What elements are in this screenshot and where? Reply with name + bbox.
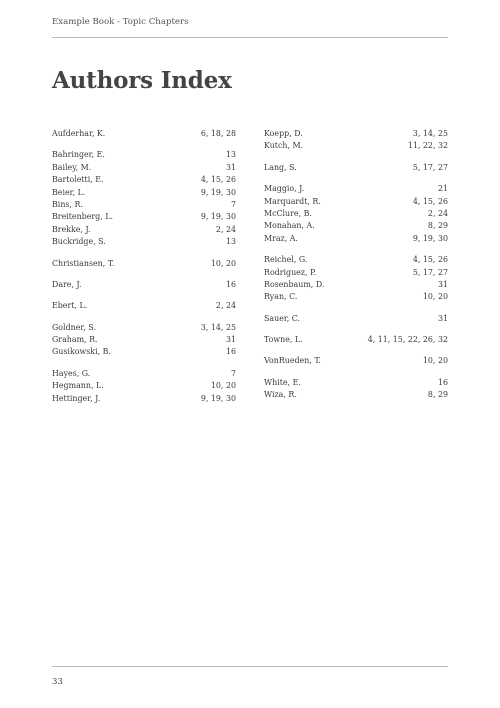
author-name: Bartoletti, E. <box>52 175 104 185</box>
author-name: Dare, J. <box>52 279 82 289</box>
page-references: 7 <box>230 199 236 209</box>
index-entry <box>264 313 448 325</box>
author-name: Monahan, A. <box>264 221 315 231</box>
page-references: 10, 20 <box>210 381 236 391</box>
author-name: Reichel, G. <box>264 255 308 265</box>
author-name: McClure, B. <box>264 208 312 218</box>
index-entry <box>264 233 448 245</box>
index-entry <box>264 355 448 367</box>
index-entry <box>264 183 448 195</box>
author-name: Hettinger, J. <box>52 393 101 403</box>
author-name: Ebert, L. <box>52 301 88 311</box>
index-letter-group <box>264 254 448 304</box>
page-references: 21 <box>437 184 448 194</box>
index-column-right <box>264 128 448 411</box>
page-references: 4, 11, 15, 22, 26, 32 <box>367 335 448 345</box>
page-references: 2, 24 <box>427 208 448 218</box>
index-entry <box>52 300 236 312</box>
page-references: 16 <box>225 347 236 357</box>
author-name: Kutch, M. <box>264 141 304 151</box>
page-references: 10, 20 <box>210 258 236 268</box>
index-entry <box>264 196 448 208</box>
index-entry <box>52 199 236 211</box>
author-name: Aufderhar, K. <box>52 129 106 138</box>
author-name: Wiza, R. <box>264 390 297 400</box>
author-name: Maggio, J. <box>264 184 305 194</box>
author-name: Breitenberg, L. <box>52 212 113 222</box>
author-name: Goldner, S. <box>52 322 96 332</box>
index-entry <box>52 346 236 358</box>
page-references: 3, 14, 25 <box>412 129 448 138</box>
page-references: 5, 17, 27 <box>412 267 448 277</box>
author-name: Hayes, G. <box>52 368 91 378</box>
index-letter-group <box>264 162 448 174</box>
index-entry <box>264 208 448 220</box>
index-letter-group <box>52 279 236 291</box>
page-references: 16 <box>225 279 236 289</box>
page-references: 9, 19, 30 <box>200 187 236 197</box>
page-references: 2, 24 <box>215 301 236 311</box>
page-references: 7 <box>230 368 236 378</box>
page-references: 2, 24 <box>215 224 236 234</box>
index-entry <box>52 322 236 334</box>
index-letter-group <box>264 128 448 153</box>
author-name: Bailey, M. <box>52 162 92 172</box>
page-references: 6, 18, 28 <box>200 129 236 138</box>
index-letter-group <box>264 355 448 367</box>
index-entry <box>52 187 236 199</box>
author-name: Brekke, J. <box>52 224 91 234</box>
index-entry <box>52 258 236 270</box>
index-entry <box>52 334 236 346</box>
index-entry <box>264 128 448 140</box>
index-column-left <box>52 128 236 414</box>
author-name: Marquardt, R. <box>264 196 321 206</box>
page-references: 31 <box>437 313 448 323</box>
page-references: 8, 29 <box>427 390 448 400</box>
author-name: Christiansen, T. <box>52 258 115 268</box>
author-name: Lang, S. <box>264 162 297 172</box>
index-entry <box>264 162 448 174</box>
index-letter-group <box>52 128 236 140</box>
index-letter-group <box>264 334 448 346</box>
author-name: Graham, R. <box>52 335 98 345</box>
index-letter-group <box>264 313 448 325</box>
index-entry <box>264 140 448 152</box>
index-entry <box>52 236 236 248</box>
index-entry <box>52 368 236 380</box>
page-references: 8, 29 <box>427 221 448 231</box>
author-name: Towne, L. <box>264 335 303 345</box>
page-references: 10, 20 <box>422 356 448 366</box>
author-name: Sauer, C. <box>264 313 301 323</box>
index-entry <box>264 291 448 303</box>
index-letter-group <box>52 322 236 359</box>
header-rule <box>52 37 448 38</box>
index-letter-group <box>264 183 448 245</box>
page-references: 4, 15, 26 <box>412 196 448 206</box>
index-entry <box>264 267 448 279</box>
page-references: 13 <box>225 150 236 160</box>
index-entry <box>52 149 236 161</box>
page-title: Authors Index <box>52 67 232 94</box>
page-references: 31 <box>225 335 236 345</box>
page-references: 31 <box>437 279 448 289</box>
index-entry <box>52 279 236 291</box>
author-name: Ryan, C. <box>264 292 298 302</box>
index-entry <box>52 128 236 140</box>
page-references: 9, 19, 30 <box>412 233 448 243</box>
page-references: 16 <box>437 377 448 387</box>
author-name: Koepp, D. <box>264 129 303 138</box>
author-name: White, E. <box>264 377 301 387</box>
index-entry <box>264 254 448 266</box>
page-references: 9, 19, 30 <box>200 212 236 222</box>
page-references: 3, 14, 25 <box>200 322 236 332</box>
index-entry <box>52 162 236 174</box>
index-entry <box>264 220 448 232</box>
index-entry <box>264 334 448 346</box>
index-entry <box>52 393 236 405</box>
author-name: Rosenbaum, D. <box>264 279 325 289</box>
running-header: Example Book - Topic Chapters <box>52 17 189 27</box>
page-references: 10, 20 <box>422 292 448 302</box>
author-name: Bahringer, E. <box>52 150 105 160</box>
author-name: Beier, L. <box>52 187 86 197</box>
index-letter-group <box>52 149 236 248</box>
index-entry <box>52 211 236 223</box>
page-references: 5, 17, 27 <box>412 162 448 172</box>
index-entry <box>52 224 236 236</box>
page-references: 4, 15, 26 <box>412 255 448 265</box>
index-letter-group <box>264 377 448 402</box>
author-name: Buckridge, S. <box>52 237 106 247</box>
page-references: 31 <box>225 162 236 172</box>
page-references: 9, 19, 30 <box>200 393 236 403</box>
index-letter-group <box>52 368 236 405</box>
author-name: Gusikowski, B. <box>52 347 111 357</box>
author-name: Mraz, A. <box>264 233 298 243</box>
page-references: 11, 22, 32 <box>407 141 448 151</box>
author-name: Hegmann, L. <box>52 381 104 391</box>
author-name: Rodriguez, P. <box>264 267 317 277</box>
index-entry <box>52 380 236 392</box>
page-references: 4, 15, 26 <box>200 175 236 185</box>
page-references: 13 <box>225 237 236 247</box>
index-letter-group <box>52 258 236 270</box>
index-entry <box>264 377 448 389</box>
footer-rule <box>52 666 448 667</box>
author-name: Bins, R. <box>52 199 83 209</box>
author-name: VonRueden, T. <box>264 356 321 366</box>
page-number: 33 <box>52 677 63 687</box>
index-entry <box>264 389 448 401</box>
index-entry <box>52 174 236 186</box>
index-letter-group <box>52 300 236 312</box>
index-entry <box>264 279 448 291</box>
